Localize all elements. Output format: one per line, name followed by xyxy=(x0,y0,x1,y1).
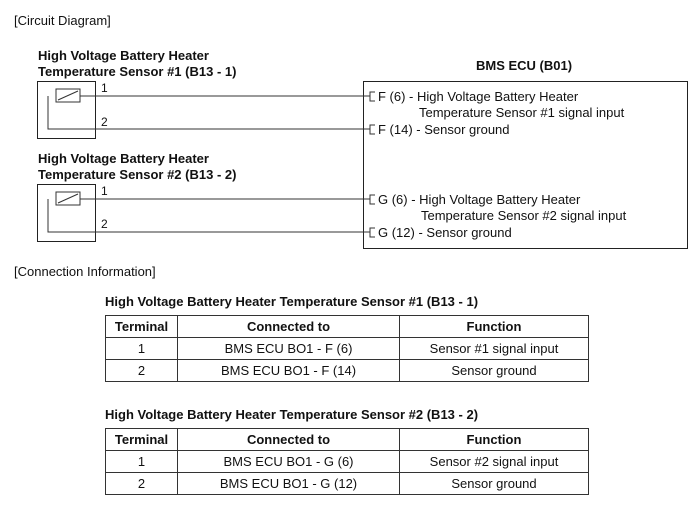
sensor1-pin2-bracket xyxy=(370,125,375,134)
table-row xyxy=(106,338,589,360)
cell-terminal: 1 xyxy=(106,451,178,473)
sensor2-pin1-bracket xyxy=(370,195,375,204)
ecu-pin-g6-label: G (6) - High Voltage Battery Heater xyxy=(378,192,581,207)
table-row xyxy=(106,451,589,473)
ecu-pin-g12-label: G (12) - Sensor ground xyxy=(378,225,512,240)
sensor2-pin2-bracket xyxy=(370,228,375,237)
cell-function: Sensor ground xyxy=(400,360,589,382)
header-connected-to: Connected to xyxy=(178,316,400,338)
table-row xyxy=(106,473,589,495)
header-connected-to: Connected to xyxy=(178,429,400,451)
cell-connected-to: BMS ECU BO1 - G (6) xyxy=(178,451,400,473)
sensor1-thermistor-slash xyxy=(58,91,78,100)
circuit-diagram-label: [Circuit Diagram] xyxy=(14,13,111,28)
cell-terminal: 1 xyxy=(106,338,178,360)
cell-terminal: 2 xyxy=(106,360,178,382)
header-function: Function xyxy=(400,316,589,338)
connection-info-label: [Connection Information] xyxy=(14,264,156,279)
connection-table-2 xyxy=(105,428,589,495)
sensor2-wire2-stub xyxy=(48,199,96,232)
header-terminal: Terminal xyxy=(106,429,178,451)
sensor2-wire1-number: 1 xyxy=(101,184,108,198)
sensor2-title-line2: Temperature Sensor #2 (B13 - 2) xyxy=(38,167,237,182)
ecu-pin-f14-label: F (14) - Sensor ground xyxy=(378,122,510,137)
cell-function: Sensor ground xyxy=(400,473,589,495)
ecu-title: BMS ECU (B01) xyxy=(476,58,573,73)
sensor1-wire2-stub xyxy=(48,96,96,129)
sensor1-wire1-number: 1 xyxy=(101,81,108,95)
cell-terminal: 2 xyxy=(106,473,178,495)
ecu-pin-f6-label: F (6) - High Voltage Battery Heater xyxy=(378,89,579,104)
sensor1-title-line2: Temperature Sensor #1 (B13 - 1) xyxy=(38,64,237,79)
sensor1-pin1-bracket xyxy=(370,92,375,101)
table1-title: High Voltage Battery Heater Temperature Sensor #1 (B13 - 1) xyxy=(105,294,479,309)
header-function: Function xyxy=(400,429,589,451)
table-header-row xyxy=(106,316,589,338)
header-terminal: Terminal xyxy=(106,316,178,338)
connection-table-1 xyxy=(105,315,589,382)
sensor1-wire2-number: 2 xyxy=(101,115,108,129)
cell-connected-to: BMS ECU BO1 - F (6) xyxy=(178,338,400,360)
table2-title: High Voltage Battery Heater Temperature Sensor #2 (B13 - 2) xyxy=(105,407,479,422)
cell-connected-to: BMS ECU BO1 - F (14) xyxy=(178,360,400,382)
cell-function: Sensor #2 signal input xyxy=(400,451,589,473)
cell-connected-to: BMS ECU BO1 - G (12) xyxy=(178,473,400,495)
sensor1-title-line1: High Voltage Battery Heater xyxy=(38,48,209,63)
sensor2-title-line1: High Voltage Battery Heater xyxy=(38,151,209,166)
cell-function: Sensor #1 signal input xyxy=(400,338,589,360)
sensor2-wire2-number: 2 xyxy=(101,217,108,231)
ecu-pin-f6-label-line2: Temperature Sensor #1 signal input xyxy=(419,105,625,120)
table-header-row xyxy=(106,429,589,451)
sensor2-thermistor-slash xyxy=(58,194,78,203)
table-row xyxy=(106,360,589,382)
ecu-pin-g6-label-line2: Temperature Sensor #2 signal input xyxy=(421,208,627,223)
